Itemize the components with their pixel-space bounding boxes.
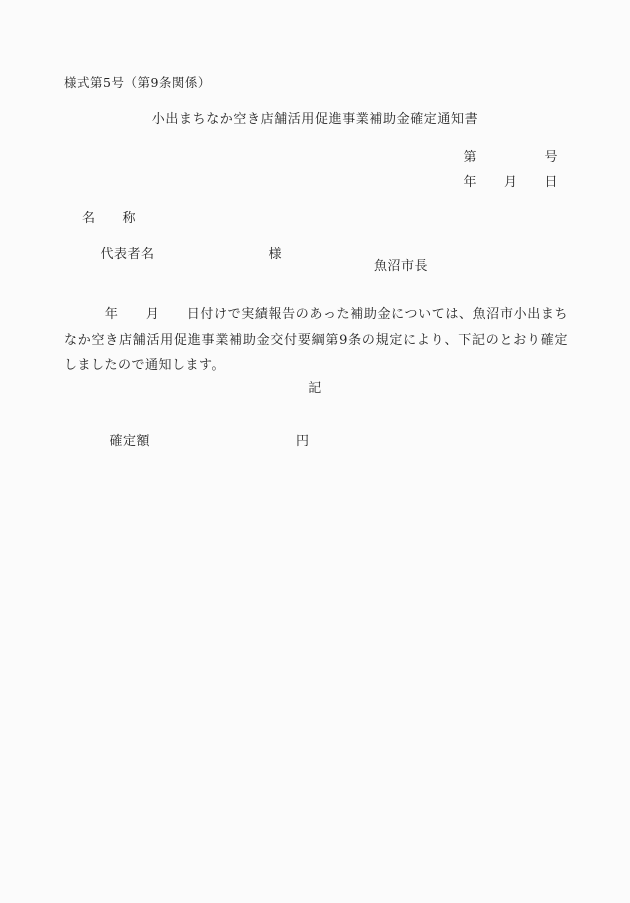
recipient-representative-row <box>82 233 282 278</box>
document-date-line: 年 月 日 <box>463 175 558 190</box>
document-number-line: 第 号 <box>463 150 558 165</box>
amount-unit: 円 <box>296 433 310 449</box>
form-number: 様式第5号（第9条関係） <box>64 75 211 90</box>
body-paragraph: 年 月 日付けで実績報告のあった補助金については、魚沼市小出まちなか空き店舗活用促進事業補助金交付要綱第9条の規定により、下記のとおり確定しましたので通知します。 <box>64 307 568 373</box>
sender-title: 魚沼市長 <box>374 259 429 274</box>
document-title: 小出まちなか空き店舗活用促進事業補助金確定通知書 <box>151 112 479 127</box>
amount-row <box>91 420 310 465</box>
record-marker: 記 <box>308 381 322 396</box>
recipient-name-label: 名 称 <box>82 211 137 226</box>
recipient-honorific: 様 <box>268 246 283 262</box>
amount-label: 確定額 <box>109 433 151 449</box>
recipient-representative-label: 代表者名 <box>100 246 155 262</box>
